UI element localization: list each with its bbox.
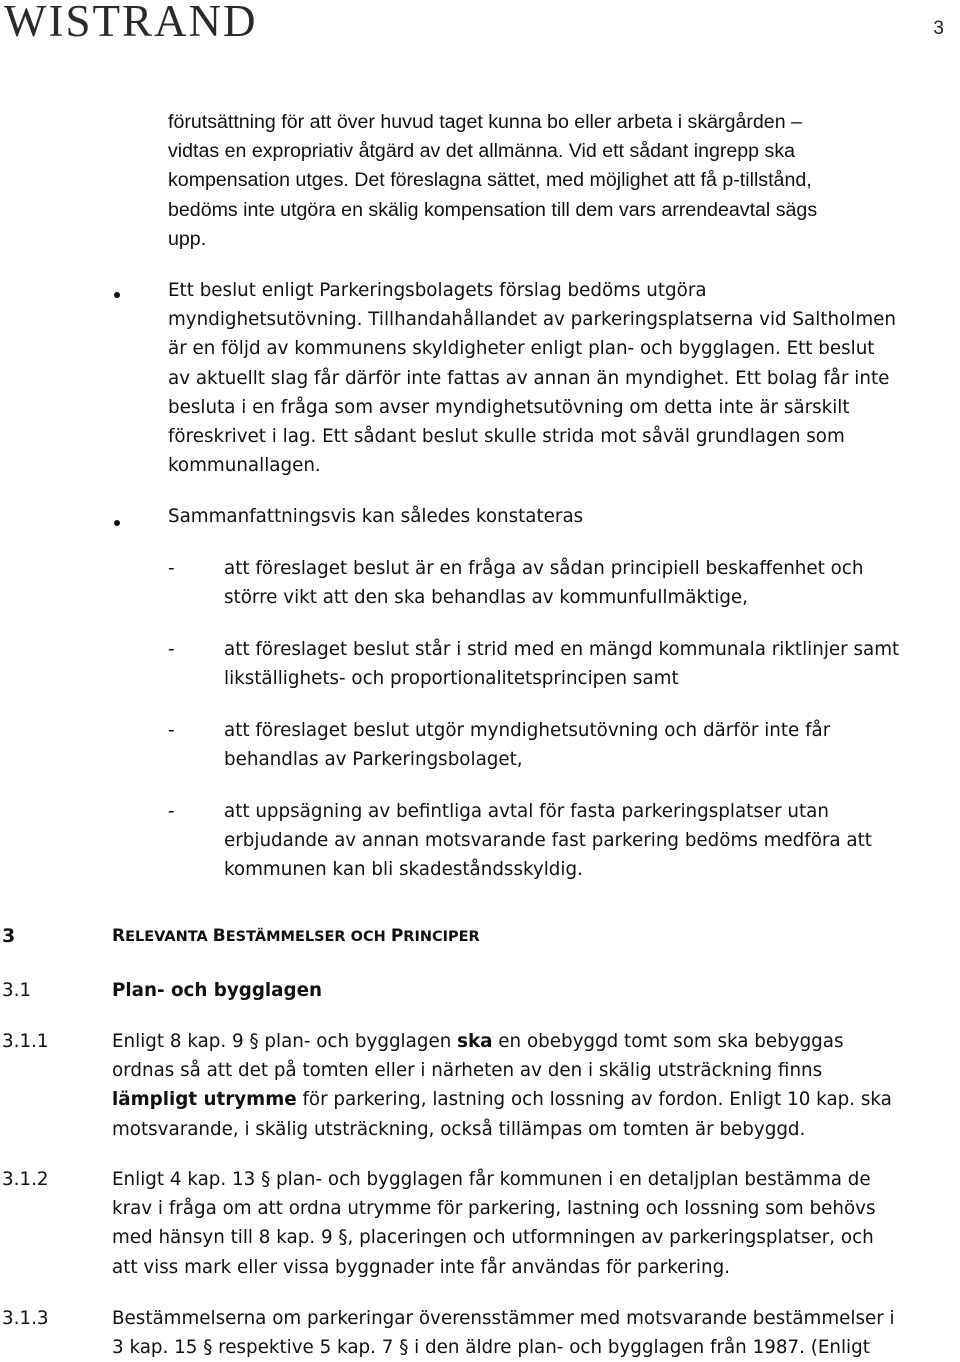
text-line: av aktuellt slag får därför inte fattas av annan än myndighet. Ett bolag får inte [168,367,890,389]
text-line: ordnas så att det på tomten eller i närheten av den i skälig utsträckning finns [112,1060,823,1082]
subsection-number: 3.1 [2,980,32,1001]
section-number: 3 [2,925,16,947]
heading-part: P [390,926,404,946]
bullet-paragraph [168,276,896,480]
section-heading [112,922,480,952]
text-line: Enligt 4 kap. 13 § plan- och bygglagen får kommunen i en detaljplan bestämma de [112,1169,871,1190]
heading-part: ESTÄMMELSER OCH [225,929,391,945]
heading-part: B [212,926,226,946]
dash-item [224,554,863,612]
heading-part: RINCIPER [403,929,480,945]
text-line: myndighetsutövning. Tillhandahållandet av parkeringsplatserna vid Saltholmen [168,309,896,331]
text-line: med hänsyn till 8 kap. 9 §, placeringen och utformningen av parkeringsplatser, och [112,1227,874,1249]
text-line: större vikt att den ska behandlas av kommunfullmäktige, [224,587,748,609]
text-line: är en följd av kommunens skyldigheter enligt plan- och bygglagen. Ett beslut [168,338,875,360]
text-line: vidtas en expropriativ åtgärd av det allmänna. Vid ett sådant ingrepp ska [168,140,796,163]
bullet-icon [114,292,120,298]
text-line: kommunen kan bli skadeståndsskyldig. [224,859,583,881]
company-logo: WISTRAND [4,0,258,46]
dash-marker: - [168,639,175,660]
text-line: att uppsägning av befintliga avtal för fasta parkeringsplatser utan [224,801,829,822]
bullet-paragraph: Sammanfattningsvis kan således konstateras [168,506,584,527]
text-line: upp. [168,227,207,250]
text-line: att föreslaget beslut är en fråga av sådan principiell beskaffenhet och [224,558,864,579]
dash-item [224,716,830,774]
text-line: motsvarande, i skälig utsträckning, också tillämpas om tomten är bebyggd. [112,1118,806,1140]
text-line: likställighets- och proportionalitetsprincipen samt [224,668,679,690]
dash-item [224,797,872,885]
clause-number: 3.1.2 [2,1169,49,1190]
text-line: föreskrivet i lag. Ett sådant beslut skulle strida mot såväl grundlagen som [168,426,845,448]
dash-marker: - [168,558,175,579]
text-line: Ett beslut enligt Parkeringsbolagets förslag bedöms utgöra [168,280,707,301]
dash-marker: - [168,720,175,741]
text-run: Enligt 8 kap. 9 § plan- och bygglagen [112,1031,458,1052]
dash-marker: - [168,801,175,822]
text-run: för parkering, lastning och lossning av fordon. Enligt 10 kap. ska [296,1089,892,1111]
clause-paragraph [112,1027,892,1144]
text-line: erbjudande av annan motsvarande fast parkering bedöms medföra att [224,830,872,852]
text-line: krav i fråga om att ordna utrymme för parkering, lastning och lossning som behövs [112,1198,876,1220]
text-line [112,1027,892,1056]
dash-item [224,635,899,693]
clause-number: 3.1.1 [2,1031,49,1052]
bullet-icon [114,520,120,526]
clause-paragraph [112,1304,895,1362]
text-line: Bestämmelserna om parkeringar överensstämmer med motsvarande bestämmelser i [112,1308,895,1329]
bold-text: ska [457,1031,493,1052]
clause-number: 3.1.3 [2,1308,49,1329]
heading-part: R [112,926,126,946]
text-line: att föreslaget beslut utgör myndighetsutövning och därför inte får [224,720,831,741]
page-number: 3 [933,18,944,39]
text-line: att viss mark eller vissa byggnader inte får användas för parkering. [112,1256,731,1278]
text-line: behandlas av Parkeringsbolaget, [224,749,523,771]
text-run: en obebyggd tomt som ska bebyggas [492,1031,844,1052]
paragraph-continued [168,108,817,254]
text-line: förutsättning för att över huvud taget kunna bo eller arbeta i skärgården – [168,111,802,133]
text-line: kommunallagen. [168,455,321,477]
text-line: kompensation utges. Det föreslagna sättet, med möjlighet att få p-tillstånd, [168,169,812,192]
bold-text: lämpligt utrymme [112,1089,297,1111]
text-line: att föreslaget beslut står i strid med en mängd kommunala riktlinjer samt [224,639,900,660]
clause-paragraph [112,1165,876,1282]
text-line: 3 kap. 15 § respektive 5 kap. 7 § i den äldre plan- och bygglagen från 1987. (Enligt [112,1337,870,1359]
heading-part: ELEVANTA [125,929,213,945]
text-line: bedöms inte utgöra en skälig kompensation till dem vars arrendeavtal sägs [168,198,818,221]
text-line [112,1085,892,1114]
subsection-heading: Plan- och bygglagen [112,980,323,1001]
text-line: besluta i en fråga som avser myndighetsutövning om detta inte är särskilt [168,396,850,418]
